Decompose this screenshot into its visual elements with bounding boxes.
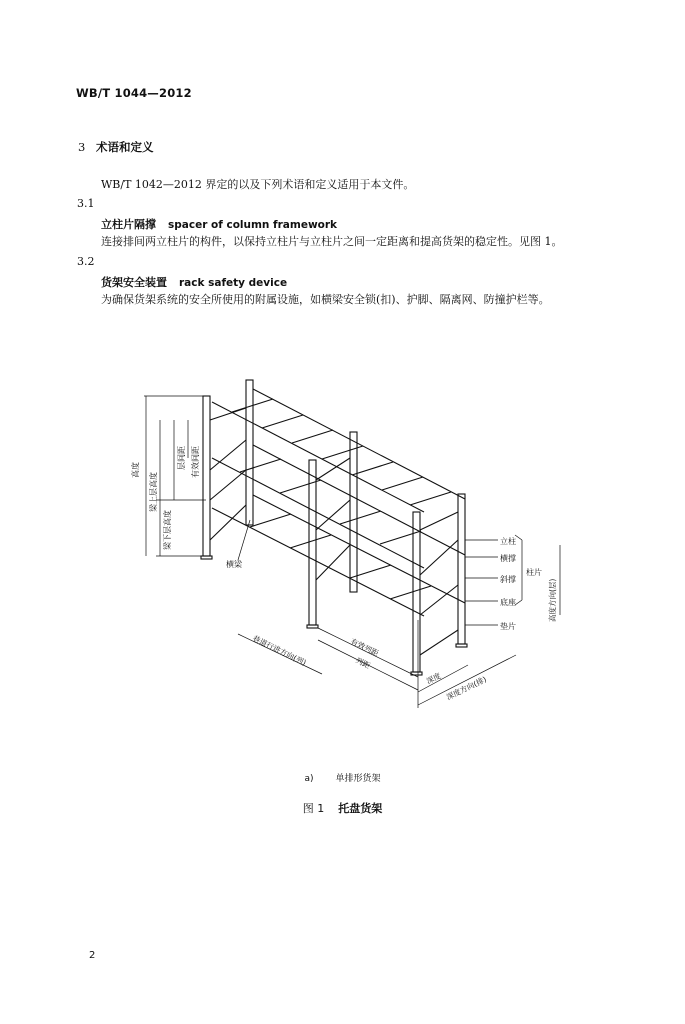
figure-subcaption	[0, 771, 685, 784]
figure-title: 托盘货架	[338, 802, 383, 815]
label-depth: 深度	[424, 671, 443, 686]
clause-number-3-1: 3.1	[77, 197, 95, 210]
definition-3-1: 连接排间两立柱片的构件，以保持立柱片与立柱片之间一定距离和提高货架的稳定性。见图 1。	[101, 235, 563, 248]
label-aisle-direction: 巷道行进方向(列)	[251, 633, 308, 668]
clause-number-3-2: 3.2	[77, 255, 95, 268]
label-shim: 垫片	[500, 622, 516, 631]
figure-number: 图 1	[302, 802, 325, 815]
plan-dimensions	[238, 520, 560, 708]
label-layer-spacing: 层间距	[177, 446, 186, 470]
section-number: 3	[78, 140, 86, 154]
label-column-frame: 柱片	[526, 568, 542, 577]
label-effective-spacing: 有效间距	[191, 446, 200, 478]
label-effective-column-distance: 有效列距	[349, 636, 381, 658]
label-height: 高度	[131, 462, 140, 478]
label-diagonal: 斜撑	[500, 575, 516, 584]
label-brace: 横撑	[500, 554, 516, 563]
label-depth-direction: 深度方向(排)	[444, 674, 488, 702]
label-lower-beam-height: 梁下层高度	[163, 510, 172, 550]
term-cn-3-1: 立柱片隔撑	[101, 218, 156, 231]
label-base: 底座	[500, 598, 516, 607]
subcaption-label: a)	[304, 774, 314, 784]
term-cn-3-2: 货架安全装置	[101, 276, 167, 289]
label-column: 立柱	[500, 537, 516, 546]
term-en-3-2: rack safety device	[179, 277, 288, 289]
rack-structure	[201, 380, 467, 675]
label-column-distance: 列距	[354, 655, 372, 671]
header-standard-number: WB/T 1044—2012	[76, 86, 192, 100]
label-height-direction: 高度方向(层)	[548, 578, 557, 622]
section-title: 术语和定义	[96, 140, 154, 154]
label-upper-beam-height: 梁上层高度	[149, 472, 158, 512]
page-number: 2	[89, 950, 96, 961]
intro-paragraph: WB/T 1042—2012 界定的以及下列术语和定义适用于本文件。	[101, 178, 415, 191]
term-en-3-1: spacer of column framework	[168, 219, 338, 231]
definition-3-2: 为确保货架系统的安全所使用的附属设施，如横梁安全锁(扣)、护脚、隔离网、防撞护栏等。	[101, 293, 550, 306]
label-beam: 横梁	[226, 560, 242, 569]
figure-caption	[0, 800, 685, 816]
subcaption-text: 单排形货架	[335, 774, 381, 784]
